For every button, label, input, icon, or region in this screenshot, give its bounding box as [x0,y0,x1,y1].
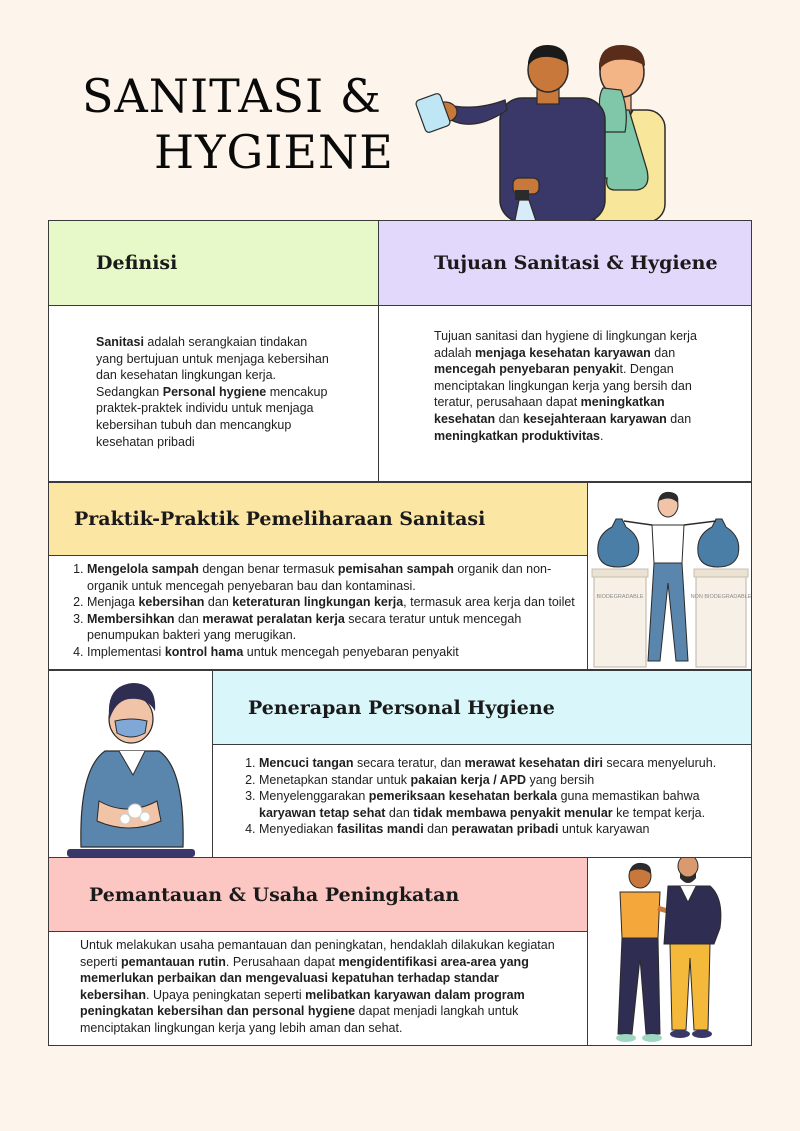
pemantauan-heading: Pemantauan & Usaha Peningkatan [89,883,460,906]
pemantauan-body [48,931,588,1046]
tujuan-header [378,220,752,306]
two-workers-discussion-illustration [588,858,751,1045]
tujuan-body [378,305,752,482]
definisi-seg: adalah serangkaian tindakan yang bertujuan untuk menjaga kebersihan dan kesehatan lingkungan kerja. Sedangkan [96,335,329,399]
penerapan-header [212,670,752,745]
bin-left-label: BIODEGRADABLE [596,594,644,600]
list-item: 1. Mengelola sampah dengan benar termasuk pemisahan sampah organik dan non-organik untuk mencegah penyebaran bau dan kontaminasi. [87,561,581,594]
tujuan-seg: dan [650,345,676,360]
praktik-heading: Praktik-Praktik Pemeliharaan Sanitasi [74,508,486,530]
pemantauan-bold: pemantauan rutin [121,954,226,969]
pemantauan-seg: . Upaya peningkatan seperti [146,987,306,1002]
tujuan-seg: t. Dengan menciptakan lingkungan kerja yang bersih dan teratur, perusahaan dapat [434,362,692,410]
tujuan-seg: Tujuan sanitasi dan hygiene di lingkungan kerja adalah [434,329,697,360]
handwashing-person-illustration [49,671,212,857]
list-item: 1. Mencuci tangan secara teratur, dan merawat kesehatan diri secara menyeluruh. [259,755,743,772]
penerapan-list [223,755,743,838]
list-item: 4. Menyediakan fasilitas mandi dan perawatan pribadi untuk karyawan [259,821,743,838]
discussion-illustration-panel [587,857,752,1046]
pemantauan-bold: melibatkan karyawan dalam program peningkatan kebersihan dan personal hygiene [80,987,525,1019]
title-line-2: HYGIENE [154,125,394,179]
waste-sorting-illustration [588,483,751,669]
list-item: 3. Menyelenggarakan pemeriksaan kesehatan berkala guna memastikan bahwa karyawan tetap sehat dan tidak membawa penyakit menular ke tempat kerja. [259,788,743,821]
definisi-seg: mencakup praktek-praktek individu untuk menjaga kebersihan tubuh dan mencangkup kesehatan pribadi [96,384,328,449]
tujuan-bold: kesejahteraan karyawan [522,411,667,426]
list-item: 2. Menjaga kebersihan dan keteraturan lingkungan kerja, termasuk area kerja dan toilet [87,594,581,611]
list-item: 3. Membersihkan dan merawat peralatan kerja secara teratur untuk mencegah penumpukan bakteri yang merugikan. [87,611,581,644]
tujuan-bold: meningkatkan kesehatan [434,395,665,426]
definisi-heading: Definisi [96,252,178,274]
penerapan-body [212,744,752,858]
praktik-list [51,561,581,661]
tujuan-bold: mencegah penyebaran penyaki [434,362,620,377]
handwash-illustration-panel [48,670,213,858]
tujuan-seg: . [600,428,604,443]
page-title [82,68,394,180]
pemantauan-bold: mengidentifikasi area-area yang memerlukan perbaikan dan mengevaluasi kepatuhan terhadap standar kebersihan [80,954,529,1002]
list-item: 2. Menetapkan standar untuk pakaian kerja / APD yang bersih [259,772,743,789]
tujuan-bold: meningkatkan produktivitas [434,428,601,443]
praktik-header [48,482,588,556]
pemantauan-seg: Untuk melakukan usaha pemantauan dan peningkatan, hendaklah dilakukan kegiatan seperti [80,938,555,969]
definisi-text [96,334,336,450]
tujuan-bold: menjaga kesehatan karyawan [475,345,651,360]
penerapan-heading: Penerapan Personal Hygiene [248,696,555,719]
pemantauan-text [80,937,570,1037]
definisi-header [48,220,379,306]
waste-illustration-panel [587,482,752,670]
tujuan-seg: dan [495,411,523,426]
tujuan-heading: Tujuan Sanitasi & Hygiene [434,252,718,274]
cleaners-illustration [415,40,690,222]
tujuan-seg: dan [666,411,692,426]
definisi-term-sanitasi: Sanitasi [96,335,144,349]
bin-right-label: NON BIODEGRADABLE [690,594,751,600]
pemantauan-seg: . Perusahaan dapat [225,954,339,969]
list-item: 4. Implementasi kontrol hama untuk mencegah penyebaran penyakit [87,644,581,661]
title-line-1: SANITASI & [82,69,382,123]
pemantauan-header [48,857,588,932]
definisi-term-personal-hygiene: Personal hygiene [162,384,267,399]
definisi-body [48,305,379,482]
praktik-body [48,555,588,670]
pemantauan-seg: dapat menjadi langkah untuk menciptakan lingkungan kerja yang lebih aman dan sehat. [80,1004,519,1035]
tujuan-text [434,328,704,444]
